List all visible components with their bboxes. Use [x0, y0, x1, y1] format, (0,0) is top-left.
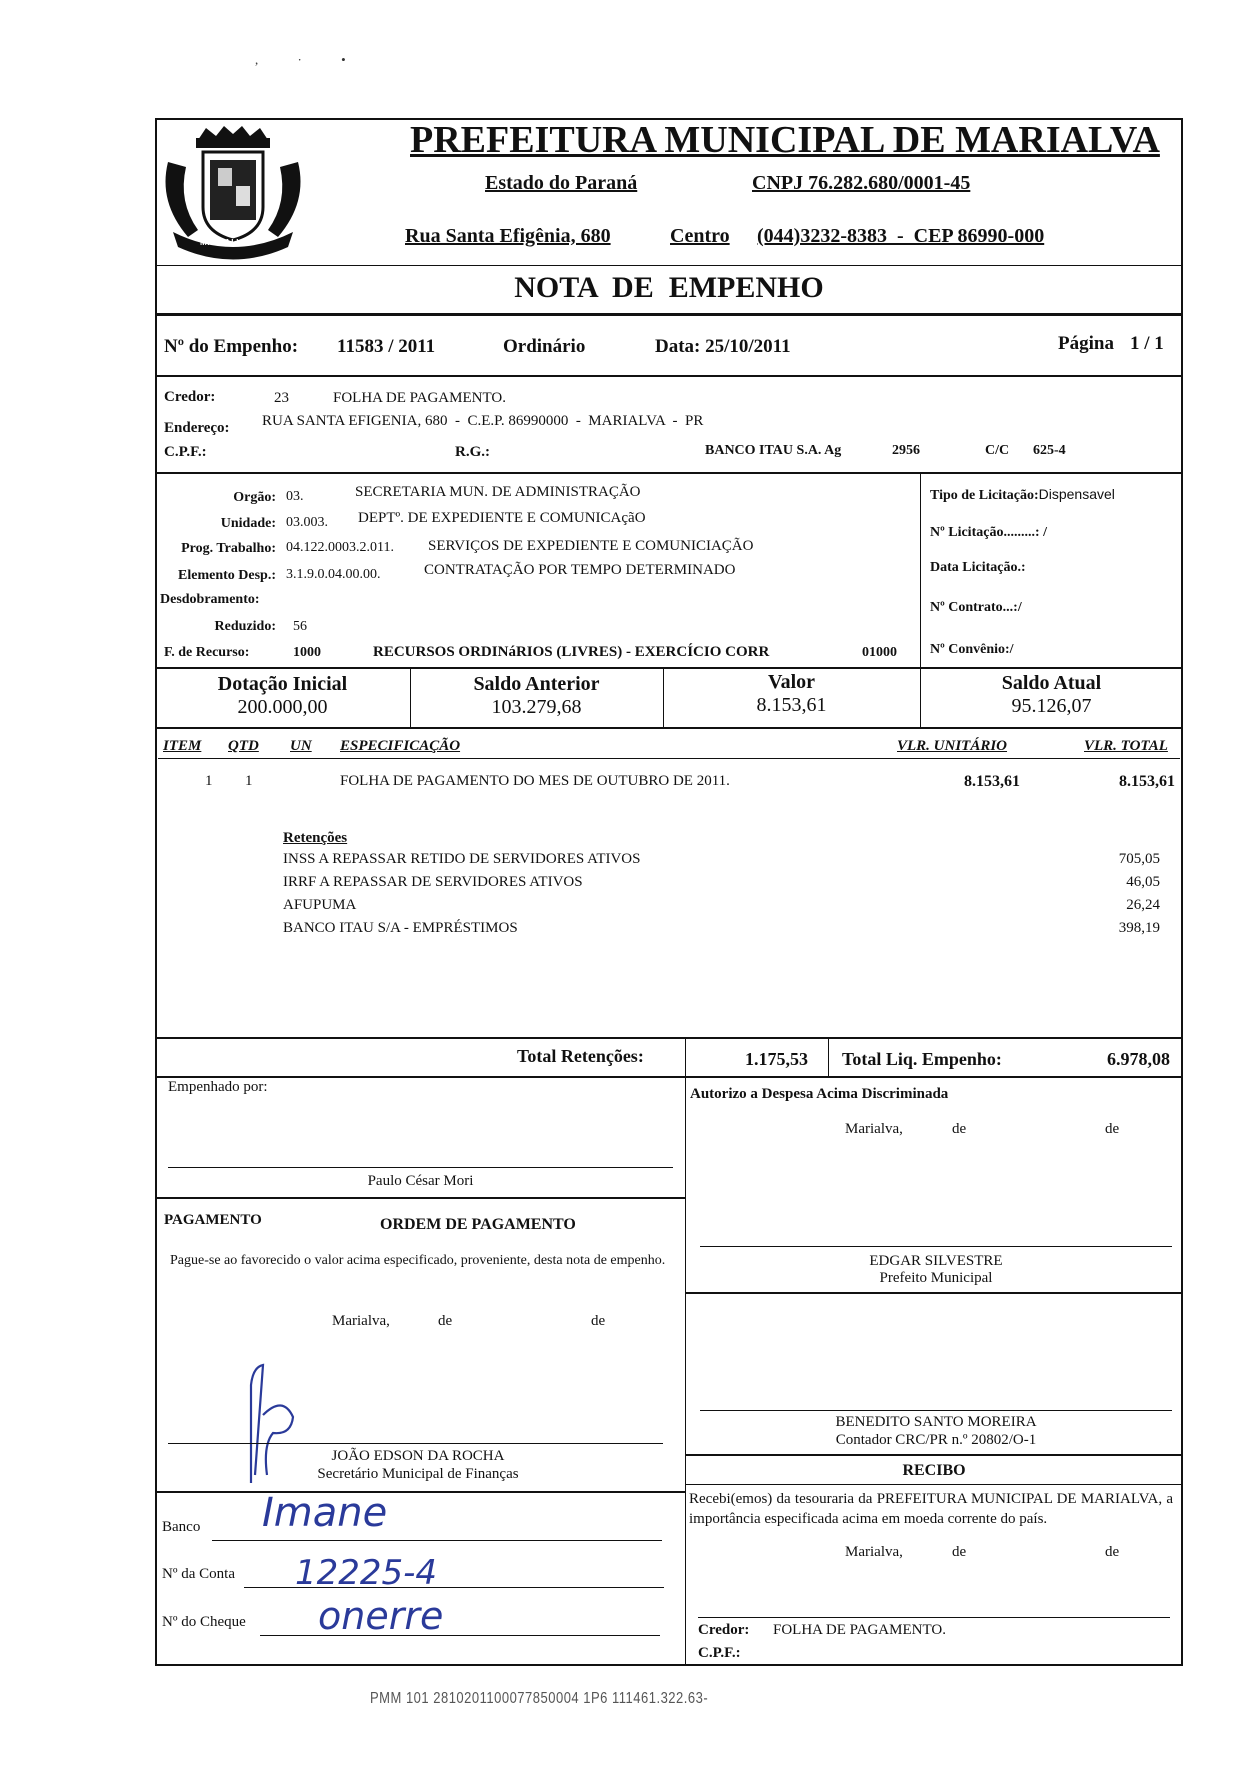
divider [155, 1037, 1183, 1039]
pagamento-de-1: de [438, 1313, 453, 1329]
conta-label: Nº da Conta [162, 1566, 235, 1582]
recurso-name: RECURSOS ORDINáRIOS (LIVRES) - EXERCÍCIO CORR [373, 644, 770, 660]
divider [155, 727, 1183, 729]
phone-cep-label: (044)3232-8383 - CEP 86990-000 [757, 225, 1045, 247]
secretario-role: Secretário Municipal de Finanças [317, 1466, 519, 1482]
recibo-cpf-label: C.P.F.: [698, 1645, 741, 1661]
empenho-type: Ordinário [503, 336, 586, 357]
retencao-desc: AFUPUMA [283, 897, 357, 913]
divider [685, 1037, 686, 1076]
col-un: UN [290, 738, 312, 754]
banco-line [212, 1540, 662, 1541]
bank-agency: 2956 [892, 443, 920, 458]
orgao-name: SECRETARIA MUN. DE ADMINISTRAÇÃO [355, 484, 641, 500]
orgao-code: 03. [286, 489, 304, 504]
divider [155, 1076, 1183, 1078]
licitacao-type-value: Dispensavel [1038, 486, 1115, 502]
conta-line [244, 1587, 664, 1588]
credor-name: FOLHA DE PAGAMENTO. [333, 390, 506, 406]
contrato-number: Nº Contrato...:/ [930, 600, 1022, 615]
autorizo-de-1: de [952, 1121, 967, 1137]
total-retencoes-label: Total Retenções: [517, 1046, 644, 1066]
saldo-valor [663, 671, 920, 717]
desdobramento-label: Desdobramento: [160, 592, 260, 607]
saldo-anterior [410, 673, 663, 719]
prog-name: SERVIÇOS DE EXPEDIENTE E COMUNICIAÇÃO [428, 538, 754, 554]
prog-code: 04.122.0003.2.011. [286, 540, 394, 555]
unidade-label: Unidade: [220, 516, 276, 531]
prog-label: Prog. Trabalho: [181, 541, 276, 556]
credor-code: 23 [274, 390, 289, 406]
pagamento-label: PAGAMENTO [164, 1212, 262, 1228]
pagamento-city: Marialva, [332, 1313, 390, 1329]
elemento-name: CONTRATAÇÃO POR TEMPO DETERMINADO [424, 562, 736, 578]
unidade-name: DEPTº. DE EXPEDIENTE E COMUNICAçãO [358, 510, 646, 526]
banco-handwritten: Imane [262, 1490, 388, 1536]
licitacao-date: Data Licitação.: [930, 560, 1026, 575]
address-label: Endereço: [164, 420, 230, 436]
reduzido-value: 56 [293, 619, 307, 634]
divider [155, 313, 1183, 316]
orgao-label: Orgão: [233, 490, 276, 505]
saldo-label: Saldo Atual [1001, 672, 1102, 694]
pagamento-de-2: de [591, 1313, 606, 1329]
state-label: Estado do Paraná [485, 172, 638, 194]
municipal-crest [158, 122, 308, 267]
recibo-credor-name: FOLHA DE PAGAMENTO. [773, 1622, 946, 1638]
divider [155, 667, 1183, 669]
contador-name: BENEDITO SANTO MOREIRA [835, 1414, 1037, 1430]
rg-label: R.G.: [455, 444, 490, 460]
retencoes-title: Retenções [283, 830, 348, 846]
saldo-label: Valor [767, 671, 816, 693]
licitacao-type-label: Tipo de Licitação: [930, 488, 1039, 503]
reduzido-label: Reduzido: [214, 619, 276, 634]
empenho-number-label: Nº do Empenho: [164, 336, 299, 357]
cc-label: C/C [985, 443, 1010, 458]
item-total-value: 8.153,61 [1119, 773, 1175, 790]
saldo-atual [920, 672, 1183, 718]
page-number: 1 / 1 [1130, 333, 1164, 354]
saldo-label: Dotação Inicial [217, 673, 348, 695]
elemento-label: Elemento Desp.: [178, 568, 276, 583]
crest-text: MARIALVA [200, 238, 250, 247]
street-label: Rua Santa Efigênia, 680 [405, 225, 611, 247]
saldo-value: 8.153,61 [756, 694, 827, 716]
empenho-date: Data: 25/10/2011 [655, 336, 791, 357]
licitacao-type [930, 486, 1115, 504]
autorizo-de-2: de [1105, 1121, 1120, 1137]
col-item: ITEM [163, 738, 202, 754]
col-qtd: QTD [228, 738, 259, 754]
empenho-number: 11583 / 2011 [337, 336, 436, 357]
total-retencoes-value: 1.175,53 [745, 1049, 808, 1069]
cheque-handwritten: onerre [318, 1594, 444, 1638]
divider [685, 1454, 1183, 1456]
recibo-title: RECIBO [902, 1462, 966, 1479]
divider [155, 265, 1183, 266]
col-vlr-unitario: VLR. UNITÁRIO [897, 738, 1008, 754]
empenhado-label: Empenhado por: [168, 1079, 268, 1095]
total-liquido-label: Total Liq. Empenho: [842, 1049, 1002, 1069]
credor-label: Credor: [164, 389, 216, 405]
item-number: 1 [205, 773, 213, 789]
col-vlr-total: VLR. TOTAL [1084, 738, 1168, 754]
convenio-number: Nº Convênio:/ [930, 642, 1014, 657]
ordem-pagamento-label: ORDEM DE PAGAMENTO [380, 1216, 576, 1233]
page-number-label: Página [1058, 333, 1114, 354]
total-liquido-value: 6.978,08 [1107, 1049, 1170, 1069]
signature-line [700, 1410, 1172, 1411]
divider [158, 758, 1180, 759]
col-especificacao: ESPECIFICAÇÃO [340, 738, 461, 754]
retencao-value: 705,05 [1118, 851, 1160, 867]
recibo-text: Recebi(emos) da tesouraria da PREFEITURA MUNICIPAL DE MARIALVA, a importância especificada acima em moeda corrente do país. [689, 1491, 1173, 1527]
divider [155, 472, 1183, 474]
signature-line [698, 1617, 1170, 1618]
cheque-label: Nº do Cheque [162, 1614, 246, 1630]
licitacao-number: Nº Licitação.........: / [930, 525, 1047, 540]
retencao-value: 46,05 [1126, 874, 1160, 890]
recibo-de-2: de [1105, 1544, 1120, 1560]
item-description: FOLHA DE PAGAMENTO DO MES DE OUTUBRO DE 2011. [340, 773, 730, 789]
signature-line [168, 1443, 663, 1444]
conta-handwritten: 12225-4 [295, 1553, 438, 1593]
recurso-code: 1000 [293, 645, 321, 660]
autorizo-city: Marialva, [845, 1121, 903, 1137]
contador-role: Contador CRC/PR n.º 20802/O-1 [835, 1432, 1037, 1448]
saldo-dotacao-inicial [155, 673, 410, 719]
retencao-value: 398,19 [1118, 920, 1160, 936]
banco-label: Banco [162, 1519, 201, 1535]
item-qty: 1 [245, 773, 253, 789]
secretario-name: JOÃO EDSON DA ROCHA [331, 1448, 505, 1464]
unidade-code: 03.003. [286, 515, 328, 530]
cc-number: 625-4 [1033, 443, 1066, 458]
scan-marks: , · • [255, 52, 364, 67]
recibo-city: Marialva, [845, 1544, 903, 1560]
district-label: Centro [670, 225, 730, 247]
saldo-value: 95.126,07 [1011, 695, 1092, 717]
divider [685, 1484, 1183, 1485]
pagamento-text: Pague-se ao favorecido o valor acima especificado, proveniente, desta nota de empenho. [170, 1253, 666, 1268]
elemento-code: 3.1.9.0.04.00.00. [286, 567, 381, 582]
retencao-desc: INSS A REPASSAR RETIDO DE SERVIDORES ATIVOS [283, 851, 641, 867]
recurso-number: 01000 [862, 645, 897, 660]
page-title: PREFEITURA MUNICIPAL DE MARIALVA [410, 119, 1160, 161]
prefeito-name: EDGAR SILVESTRE [869, 1253, 1003, 1269]
prefeito-role: Prefeito Municipal [879, 1270, 993, 1286]
divider [685, 1076, 686, 1666]
divider [155, 1197, 685, 1199]
saldo-value: 200.000,00 [237, 696, 328, 718]
footer-code: PMM 101 2810201100077850004 1P6 111461.322.63- [370, 1688, 709, 1707]
retencao-desc: IRRF A REPASSAR DE SERVIDORES ATIVOS [283, 874, 583, 890]
saldo-label: Saldo Anterior [473, 673, 600, 695]
cnpj-label: CNPJ 76.282.680/0001-45 [752, 172, 971, 194]
divider [828, 1037, 829, 1076]
cpf-label: C.P.F.: [164, 444, 207, 460]
credor-address: RUA SANTA EFIGENIA, 680 - C.E.P. 86990000 - MARIALVA - PR [262, 413, 704, 429]
cheque-line [260, 1635, 660, 1636]
divider [155, 375, 1183, 377]
divider [920, 472, 921, 667]
doc-title: NOTA DE EMPENHO [514, 271, 824, 304]
retencao-value: 26,24 [1126, 897, 1160, 913]
divider [685, 1292, 1183, 1294]
divider [155, 1491, 685, 1493]
recibo-de-1: de [952, 1544, 967, 1560]
recurso-label: F. de Recurso: [164, 645, 250, 660]
empenhado-name: Paulo César Mori [367, 1173, 474, 1189]
item-unit-value: 8.153,61 [964, 773, 1020, 790]
autorizo-label: Autorizo a Despesa Acima Discriminada [690, 1086, 949, 1102]
signature-line [700, 1246, 1172, 1247]
saldo-value: 103.279,68 [491, 696, 582, 718]
bank-name: BANCO ITAU S.A. Ag [705, 443, 842, 458]
retencao-desc: BANCO ITAU S/A - EMPRÉSTIMOS [283, 920, 518, 936]
signature-line [168, 1167, 673, 1168]
recibo-credor-label: Credor: [698, 1622, 750, 1638]
